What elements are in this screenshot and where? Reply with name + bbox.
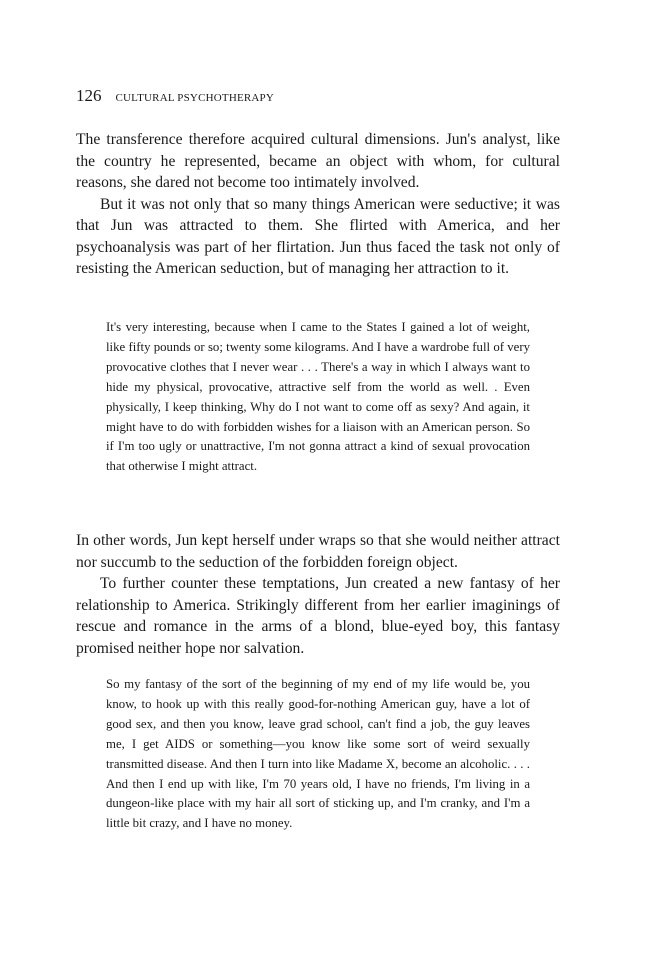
- block-quote-text: So my fantasy of the sort of the beginning of my end of my life would be, you know, to hook up with this really good-for-nothing American guy, have a lot of good sex, and then you know, leave grad school, can't find a job, the guy leaves me, I get AIDS or something—you know like some sort of weird sexually transmitted disease. And then I turn into like Madame X, become an alcoholic. . . . And then I end up with like, I'm 70 years old, I have no friends, I'm living in a dungeon-like place with my hair all sort of sticking up, and I'm cranky, and I'm a little bit crazy, and I have no money.: [106, 677, 530, 831]
- paragraph: In other words, Jun kept herself under wraps so that she would neither attract nor succumb to the seduction of the forbidden foreign object.: [76, 532, 560, 571]
- paragraph: To further counter these temptations, Jun created a new fantasy of her relationship to America. Strikingly different from her earlier imaginings of rescue and romance in the arms of a blond, blue-eyed boy, this fantasy promised neither hope nor salvation.: [76, 575, 560, 657]
- page-header: [76, 86, 274, 106]
- body-section-top: [76, 129, 560, 280]
- paragraph: The transference therefore acquired cultural dimensions. Jun's analyst, like the country he represented, became an object with whom, for cultural reasons, she dared not become too intimately involved.: [76, 131, 560, 191]
- running-head: CULTURAL PSYCHOTHERAPY: [115, 92, 275, 104]
- block-quote: [106, 675, 530, 834]
- page-number: 126: [76, 86, 102, 105]
- body-section-middle: [76, 530, 560, 659]
- block-quote-text: It's very interesting, because when I came to the States I gained a lot of weight, like fifty pounds or so; twenty some kilograms. And I have a wardrobe full of very provocative clothes that I never wear . . . There's a way in which I always want to hide my physical, provocative, attractive self from the world as well. . Even physically, I keep thinking, Why do I not want to come off as sexy? And again, it might have to do with forbidden wishes for a liaison with an American person. So if I'm too ugly or unattractive, I'm not gonna attract a kind of sexual provocation that otherwise I might attract.: [106, 320, 530, 474]
- paragraph: But it was not only that so many things American were seductive; it was that Jun was attracted to them. She flirted with America, and her psychoanalysis was part of her flirtation. Jun thus faced the task not only of resisting the American seduction, but of managing her attraction to it.: [76, 195, 560, 277]
- block-quote: [106, 318, 530, 477]
